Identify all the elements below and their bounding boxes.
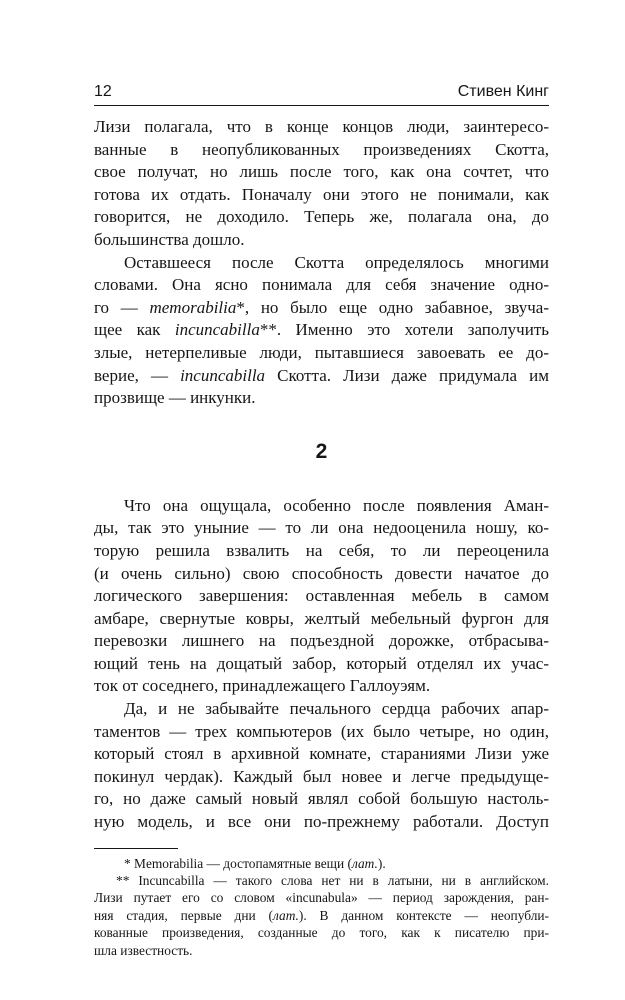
text-line: ток от соседнего, принадлежащего Галлоуэям. [94, 676, 431, 696]
footnote-line: няя стадия, первые дни (лат.). В данном контексте — неопубли- [94, 907, 549, 923]
text-line: таментов — трех компьютеров (их было четыре, но один, [94, 721, 549, 741]
text-line: ванные в неопубликованных произведениях Скотта, [94, 139, 549, 159]
footnote-2 [94, 872, 549, 959]
text-line: верие, — incuncabilla Скотта. Лизи даже придумала им [94, 365, 549, 385]
text-line: злые, нетерпеливые люди, пытавшиеся завоевать ее до- [94, 342, 549, 362]
italic-abbrev: лат. [273, 907, 299, 923]
footnote-line: шла известность. [94, 942, 193, 958]
body-text [94, 116, 549, 834]
text-line: го, но даже самый новый являл собой большую настоль- [94, 789, 549, 809]
text-line: который стоял в архивной комнате, стараниями Лизи уже [94, 744, 549, 764]
text-line: го — memorabilia*, но было еще одно забавное, звуча- [94, 297, 549, 317]
text-line: свое получат, но лишь после того, как она сочтет, что [94, 162, 549, 182]
book-page [94, 82, 549, 959]
text-line: Да, и не забывайте печального сердца рабочих апар- [124, 699, 549, 719]
text-line: амбаре, свернутые ковры, желтый мебельный фургон для [94, 608, 549, 628]
footnote-line: ** Incuncabilla — такого слова нет ни в латыни, ни в английском. [116, 873, 549, 889]
footnotes [94, 855, 549, 959]
text-line: логического завершения: оставленная мебель в самом [94, 586, 549, 606]
text-line: перевозки лишнего на подъездной дорожке, отбрасыва- [94, 631, 549, 651]
text-line: словами. Она ясно понимала для себя значение одно- [94, 275, 549, 295]
paragraph-1 [94, 116, 549, 252]
text-line: говорится, не доходило. Теперь же, полагала она, до [94, 207, 549, 227]
text-line: щее как incuncabilla**. Именно это хотели заполучить [94, 320, 549, 340]
paragraph-4 [94, 698, 549, 834]
text-line: торую решила взвалить на себя, то ли переоценила [94, 540, 549, 560]
text-line: ную модель, и все они по-прежнему работали. Доступ [94, 812, 549, 832]
text-line: прозвище — инкунки. [94, 388, 256, 408]
author-name: Стивен Кинг [457, 83, 549, 100]
text-line: ющий тень на дощатый забор, который отделял их учас- [94, 653, 549, 673]
italic-term: incuncabilla [174, 320, 260, 340]
chapter-number: 2 [315, 439, 328, 463]
text-line: покинул чердак). Каждый был новее и легче предыдуще- [94, 766, 549, 786]
paragraph-2 [94, 252, 549, 410]
text-line: ды, так это уныние — то ли она недооценила ношу, ко- [94, 518, 549, 538]
text-line: большинства дошло. [94, 229, 245, 249]
text-line: (и очень сильно) свою способность довести начатое до [94, 563, 549, 583]
italic-term: incuncabilla [180, 365, 266, 385]
footnote-1: * Memorabilia — достопамятные вещи (лат.). [124, 855, 386, 871]
running-head [94, 82, 549, 106]
italic-term: memorabilia [149, 297, 237, 317]
text-line: Что она ощущала, особенно после появления Аман- [124, 495, 549, 515]
italic-abbrev: лат. [351, 855, 378, 871]
footnote-line: Лизи путает его со словом «incunabula» — период зарождения, ран- [94, 890, 549, 906]
paragraph-3 [94, 495, 549, 698]
footnote-line: кованные произведения, созданные до того, как к писателю при- [94, 925, 549, 941]
page-number: 12 [94, 83, 112, 100]
text-line: Оставшееся после Скотта определялось многими [124, 252, 549, 272]
text-line: Лизи полагала, что в конце концов люди, заинтересо- [94, 117, 549, 136]
text-line: готова их отдать. Поначалу они этого не понимали, как [94, 184, 549, 204]
footnote-separator [94, 848, 178, 849]
